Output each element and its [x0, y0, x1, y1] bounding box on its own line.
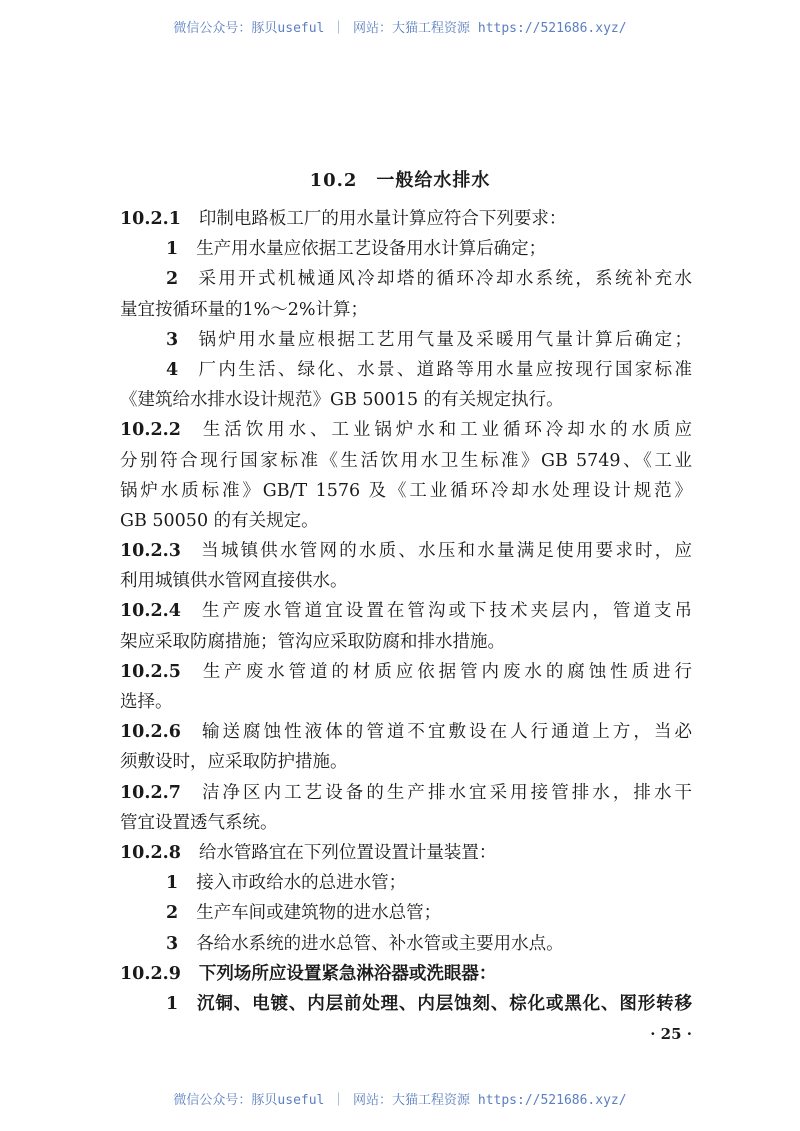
clause-text: 生产用水量应依据工艺设备用水计算后确定； [196, 239, 547, 260]
text-line [120, 234, 692, 264]
clause-text: 架应采取防腐措施；管沟应采取防腐和排水措施。 [120, 631, 505, 652]
clause-number: 10.2.9 [120, 963, 181, 984]
text-line [120, 959, 692, 989]
clause-number: 3 [166, 933, 179, 954]
text-line [120, 385, 692, 415]
clause-number: 10.2.2 [120, 420, 181, 441]
text-line [120, 446, 692, 476]
clause-number: 3 [166, 329, 179, 350]
clause-number: 1 [166, 873, 179, 894]
watermark-header: 微信公众号：豚贝useful ｜ 网站：大猫工程资源 https://521686.xyz/ [173, 21, 627, 36]
text-line [120, 778, 692, 808]
text-line [120, 989, 692, 1019]
clause-text: 接入市政给水的总进水管； [196, 873, 407, 894]
text-line [120, 838, 692, 868]
clause-text: 输送腐蚀性液体的管道不宜敷设在人行通道上方，当必 [198, 722, 692, 743]
clause-number: 4 [166, 359, 179, 380]
clause-text: 当城镇供水管网的水质、水压和水量满足使用要求时，应 [198, 541, 692, 562]
clause-number: 2 [166, 269, 179, 290]
document-body [120, 204, 692, 1019]
clause-text: 印制电路板工厂的用水量计算应符合下列要求： [198, 209, 567, 229]
clause-text: 采用开式机械通风冷却塔的循环冷却水系统，系统补充水 [196, 269, 692, 290]
clause-number: 10.2.3 [120, 541, 181, 562]
clause-text: 须敷设时，应采取防护措施。 [120, 752, 348, 773]
clause-text: 生产废水管道宜设置在管沟或下技术夹层内，管道支吊 [198, 601, 692, 622]
clause-text: 沉铜、电镀、内层前处理、内层蚀刻、棕化或黑化、图形转移 [196, 993, 692, 1014]
clause-number: 10.2.1 [120, 209, 181, 229]
clause-number: 10.2.5 [120, 661, 181, 682]
clause-text: 生活饮用水、工业锅炉水和工业循环冷却水的水质应 [198, 420, 692, 441]
clause-text: 生产车间或建筑物的进水总管； [196, 903, 442, 924]
page-number: · 25 · [650, 1025, 692, 1043]
text-line [120, 204, 692, 234]
text-line [120, 657, 692, 687]
text-line [120, 295, 692, 325]
clause-number: 1 [166, 993, 179, 1014]
text-line [120, 415, 692, 445]
clause-text: 量宜按循环量的1%～2%计算； [120, 299, 369, 320]
text-line [120, 476, 692, 506]
clause-text: 各给水系统的进水总管、补水管或主要用水点。 [196, 933, 564, 954]
section-title: 10.2 一般给水排水 [309, 170, 491, 191]
watermark-footer: 微信公众号：豚贝useful ｜ 网站：大猫工程资源 https://521686.xyz/ [173, 1093, 627, 1108]
text-line [120, 747, 692, 777]
clause-text: 分别符合现行国家标准《生活饮用水卫生标准》GB 5749、《工业 [120, 450, 692, 471]
clause-text: 管宜设置透气系统。 [120, 812, 278, 833]
clause-text: 《建筑给水排水设计规范》GB 50015 的有关规定执行。 [120, 390, 564, 411]
clause-text: 厂内生活、绿化、水景、道路等用水量应按现行国家标准 [196, 359, 692, 380]
clause-text: 锅炉用水量应根据工艺用气量及采暖用气量计算后确定； [196, 329, 692, 350]
clause-number: 10.2.6 [120, 722, 181, 743]
clause-text: 给水管路宜在下列位置设置计量装置： [198, 842, 497, 863]
text-line [120, 898, 692, 928]
clause-number: 10.2.8 [120, 842, 181, 863]
clause-number: 10.2.7 [120, 782, 181, 803]
clause-text: 选择。 [120, 692, 173, 712]
text-line [120, 325, 692, 355]
text-line [120, 868, 692, 898]
clause-text: 生产废水管道的材质应依据管内废水的腐蚀性质进行 [198, 661, 692, 682]
text-line [120, 687, 692, 717]
clause-text: 洁净区内工艺设备的生产排水宜采用接管排水，排水干 [198, 782, 692, 803]
text-line [120, 717, 692, 747]
clause-text: 下列场所应设置紧急淋浴器或洗眼器： [198, 963, 497, 984]
text-line [120, 808, 692, 838]
text-line [120, 506, 692, 536]
clause-text: 利用城镇供水管网直接供水。 [120, 571, 348, 592]
clause-text: 锅炉水质标准》GB/T 1576 及《工业循环冷却水处理设计规范》 [120, 480, 692, 501]
text-line [120, 536, 692, 566]
text-line [120, 627, 692, 657]
clause-number: 2 [166, 903, 179, 924]
text-line [120, 355, 692, 385]
text-line [120, 264, 692, 294]
clause-number: 10.2.4 [120, 601, 181, 622]
clause-number: 1 [166, 239, 179, 260]
clause-text: GB 50050 的有关规定。 [120, 510, 319, 531]
text-line [120, 596, 692, 626]
text-line [120, 566, 692, 596]
text-line [120, 929, 692, 959]
